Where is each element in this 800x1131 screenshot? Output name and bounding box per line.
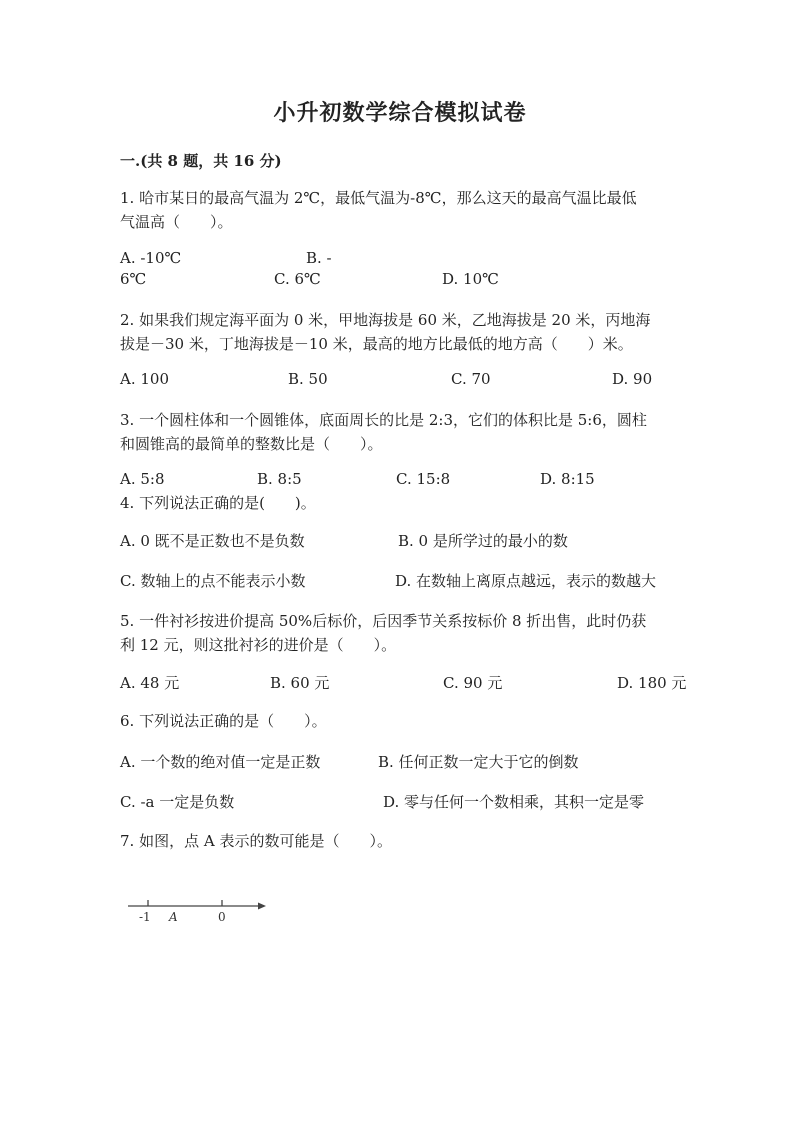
question-1-option-a-cont: 6℃ xyxy=(120,270,147,288)
question-5-options xyxy=(120,672,700,694)
question-2-option-b: B. 50 xyxy=(288,370,328,388)
question-4-options-row-2 xyxy=(120,570,700,592)
page-title: 小升初数学综合模拟试卷 xyxy=(273,100,527,126)
number-line-figure xyxy=(128,890,278,930)
question-7 xyxy=(120,829,680,853)
question-5-option-d: D. 180 元 xyxy=(617,674,687,692)
question-1-option-b: B. - xyxy=(306,249,332,267)
question-5-option-c: C. 90 元 xyxy=(443,674,503,692)
question-3-line-1: 3. 一个圆柱体和一个圆锥体，底面周长的比是 2:3，它们的体积比是 5:6，圆柱 xyxy=(120,411,647,429)
question-2-option-d: D. 90 xyxy=(612,370,653,388)
question-5-option-b: B. 60 元 xyxy=(270,674,330,692)
section-heading: 一.(共 8 题，共 16 分) xyxy=(120,152,282,170)
question-3-option-b: B. 8:5 xyxy=(257,470,302,488)
question-6-options-row-1 xyxy=(120,751,700,773)
question-5 xyxy=(120,609,680,657)
question-3-option-a: A. 5:8 xyxy=(120,470,165,488)
label-point-a: A xyxy=(169,910,178,924)
question-3-line-2: 和圆锥高的最简单的整数比是（ ）。 xyxy=(120,435,383,453)
question-6-option-b: B. 任何正数一定大于它的倒数 xyxy=(378,753,579,771)
question-1-option-c: C. 6℃ xyxy=(274,270,321,288)
question-1-option-a: A. -10℃ xyxy=(120,249,182,267)
question-3-option-c: C. 15:8 xyxy=(396,470,451,488)
question-5-line-2: 利 12 元，则这批衬衫的进价是（ ）。 xyxy=(120,636,397,654)
question-5-line-1: 5. 一件衬衫按进价提高 50%后标价，后因季节关系按标价 8 折出售，此时仍获 xyxy=(120,612,647,630)
question-1-option-d: D. 10℃ xyxy=(442,270,499,288)
question-6 xyxy=(120,709,680,733)
question-4-option-b: B. 0 是所学过的最小的数 xyxy=(398,532,568,550)
question-2-options xyxy=(120,370,700,392)
label-zero: 0 xyxy=(218,910,226,924)
question-6-option-d: D. 零与任何一个数相乘，其积一定是零 xyxy=(383,793,645,811)
question-6-option-c: C. -a 一定是负数 xyxy=(120,793,235,811)
question-3-options xyxy=(120,470,700,492)
question-6-option-a: A. 一个数的绝对值一定是正数 xyxy=(120,753,321,771)
question-4-options-row-1 xyxy=(120,530,700,552)
question-3 xyxy=(120,408,680,456)
question-2-option-a: A. 100 xyxy=(120,370,169,388)
number-line-arrow xyxy=(258,903,266,910)
question-6-line-1: 6. 下列说法正确的是（ ）。 xyxy=(120,712,327,730)
question-5-option-a: A. 48 元 xyxy=(120,674,180,692)
question-2 xyxy=(120,308,680,356)
question-6-options-row-2 xyxy=(120,791,700,813)
question-7-line-1: 7. 如图，点 A 表示的数可能是（ ）。 xyxy=(120,832,392,850)
question-1 xyxy=(120,186,680,234)
question-4-line-1: 4. 下列说法正确的是( )。 xyxy=(120,494,316,512)
question-3-option-d: D. 8:15 xyxy=(540,470,595,488)
question-1-options-row-2 xyxy=(120,270,700,292)
label-minus-one: -1 xyxy=(139,910,151,924)
question-2-line-2: 拔是－30 米，丁地海拔是－10 米，最高的地方比最低的地方高（ ）米。 xyxy=(120,335,633,353)
question-1-line-1: 1. 哈市某日的最高气温为 2℃，最低气温为-8℃，那么这天的最高气温比最低 xyxy=(120,189,637,207)
question-4-option-a: A. 0 既不是正数也不是负数 xyxy=(120,532,305,550)
question-2-line-1: 2. 如果我们规定海平面为 0 米，甲地海拔是 60 米，乙地海拔是 20 米，丙地海 xyxy=(120,311,651,329)
question-1-options-row-1 xyxy=(120,249,700,271)
question-1-line-2: 气温高（ ）。 xyxy=(120,213,233,231)
question-4 xyxy=(120,491,680,515)
question-2-option-c: C. 70 xyxy=(451,370,491,388)
question-4-option-c: C. 数轴上的点不能表示小数 xyxy=(120,572,306,590)
question-4-option-d: D. 在数轴上离原点越远，表示的数越大 xyxy=(395,572,657,590)
